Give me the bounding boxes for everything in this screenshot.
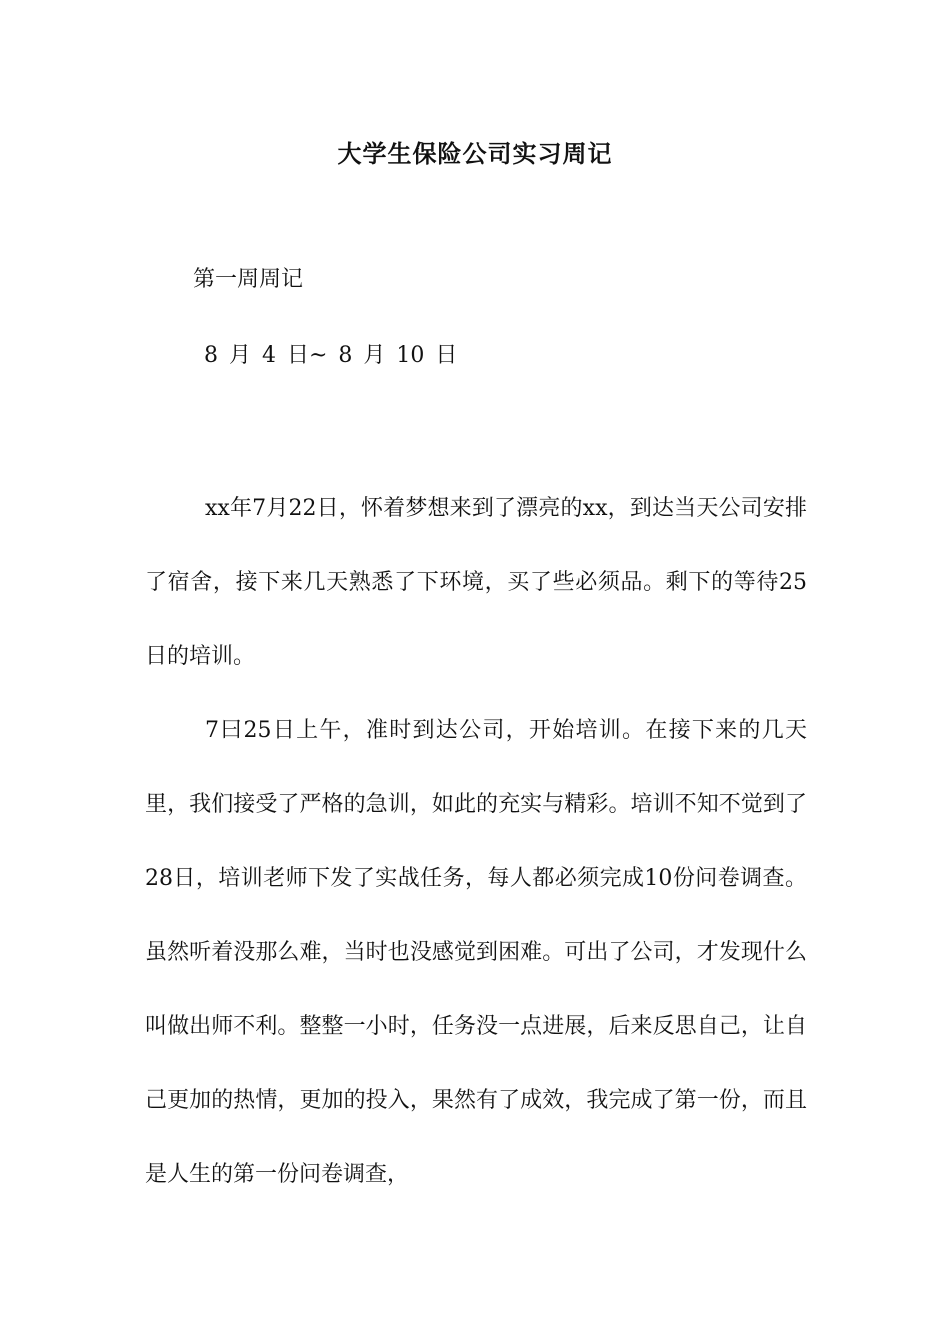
paragraph: 7曰25日上午，准时到达公司，开始培训。在接下来的几天里，我们接受了严格的急训，如此的充实与精彩。培训不知不觉到了28日，培训老师下发了实战任务，每人都必须完成10份问卷调查。虽然听着没那么难，当时也没感觉到困难。可出了公司，才发现什么叫做出师不利。整整一小时，任务没一点进展，后来反思自己，让自己更加的热情，更加的投入，果然有了成效，我完成了第一份，而且是人生的第一份问卷调查， — [145, 718, 807, 1187]
paragraph: xx年7月22日，怀着梦想来到了漂亮的xx，到达当天公司安排了宿舍，接下来几天熟悉了下环境，买了些必须品。剩下的等待25日的培训。 — [145, 496, 807, 669]
week-heading: 第一周周记 — [193, 267, 304, 292]
document-body — [145, 472, 807, 1212]
date-range: 8 月 4 日~ 8 月 10 日 — [204, 343, 458, 368]
document-title: 大学生保险公司实习周记 — [337, 139, 613, 168]
